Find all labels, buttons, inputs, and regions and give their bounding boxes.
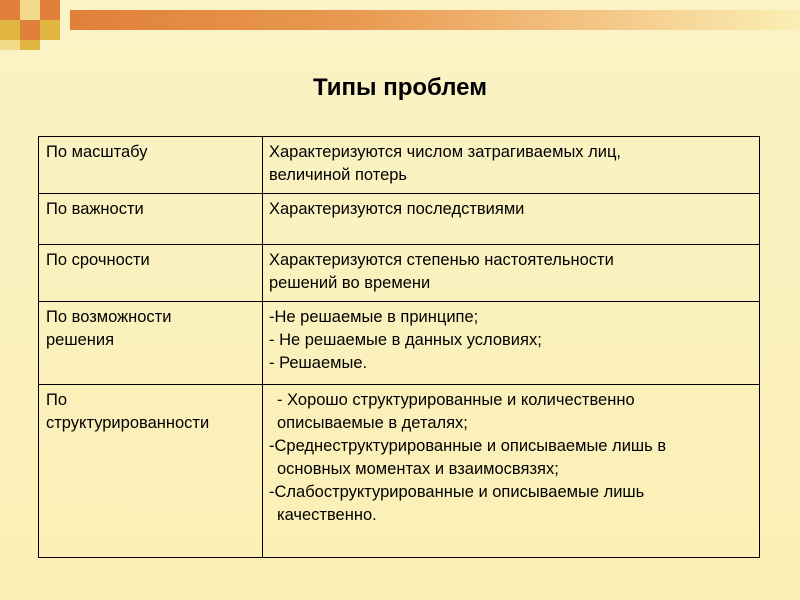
- decor-square-gold-5: [20, 40, 40, 50]
- category-cell: [39, 302, 263, 385]
- description-text: описываемые в деталях;: [277, 414, 468, 432]
- description-text: -Не решаемые в принципе;: [269, 308, 479, 326]
- category-cell: [39, 194, 263, 245]
- description-text: - Хорошо структурированные и количественно: [277, 391, 635, 409]
- decor-square-gold-4: [0, 40, 20, 50]
- description-text: -Среднеструктурированные и описываемые лишь в: [269, 437, 667, 455]
- category-cell: [39, 385, 263, 558]
- category-text: структурированности: [46, 414, 210, 432]
- decor-square-gold-3: [40, 20, 60, 40]
- table-row: [39, 385, 760, 558]
- table-row: [39, 194, 760, 245]
- description-cell: [263, 194, 760, 245]
- description-text: -Слабоструктурированные и описываемые лишь: [269, 483, 645, 501]
- decor-square-orange-3: [20, 20, 40, 40]
- decor-square-gold-2: [0, 20, 20, 40]
- decor-top-band: [70, 10, 800, 30]
- category-cell: [39, 245, 263, 302]
- category-text: По возможности: [46, 308, 172, 326]
- description-text: Характеризуются числом затрагиваемых лиц,: [269, 143, 622, 161]
- description-text: решений во времени: [269, 274, 431, 292]
- problem-types-table: [38, 136, 760, 558]
- decor-square-gold-1: [20, 0, 40, 20]
- table-row: [39, 137, 760, 194]
- table-row: [39, 245, 760, 302]
- category-text: По важности: [46, 200, 144, 218]
- category-text: По: [46, 391, 68, 409]
- page-title: Типы проблем: [313, 74, 487, 101]
- category-text: По срочности: [46, 251, 150, 269]
- description-text: Характеризуются степенью настоятельности: [269, 251, 614, 269]
- category-cell: [39, 137, 263, 194]
- description-text: величиной потерь: [269, 166, 408, 184]
- description-text: Характеризуются последствиями: [269, 200, 525, 218]
- description-cell: [263, 245, 760, 302]
- description-text: - Решаемые.: [269, 354, 368, 372]
- decor-square-orange-2: [40, 0, 60, 20]
- description-cell: [263, 302, 760, 385]
- description-text: - Не решаемые в данных условиях;: [269, 331, 542, 349]
- description-cell: [263, 137, 760, 194]
- category-text: По масштабу: [46, 143, 148, 161]
- description-cell: [263, 385, 760, 558]
- description-text: основных моментах и взаимосвязях;: [277, 460, 559, 478]
- table-row: [39, 302, 760, 385]
- category-text: решения: [46, 331, 115, 349]
- decor-square-orange-1: [0, 0, 20, 20]
- description-text: качественно.: [277, 506, 377, 524]
